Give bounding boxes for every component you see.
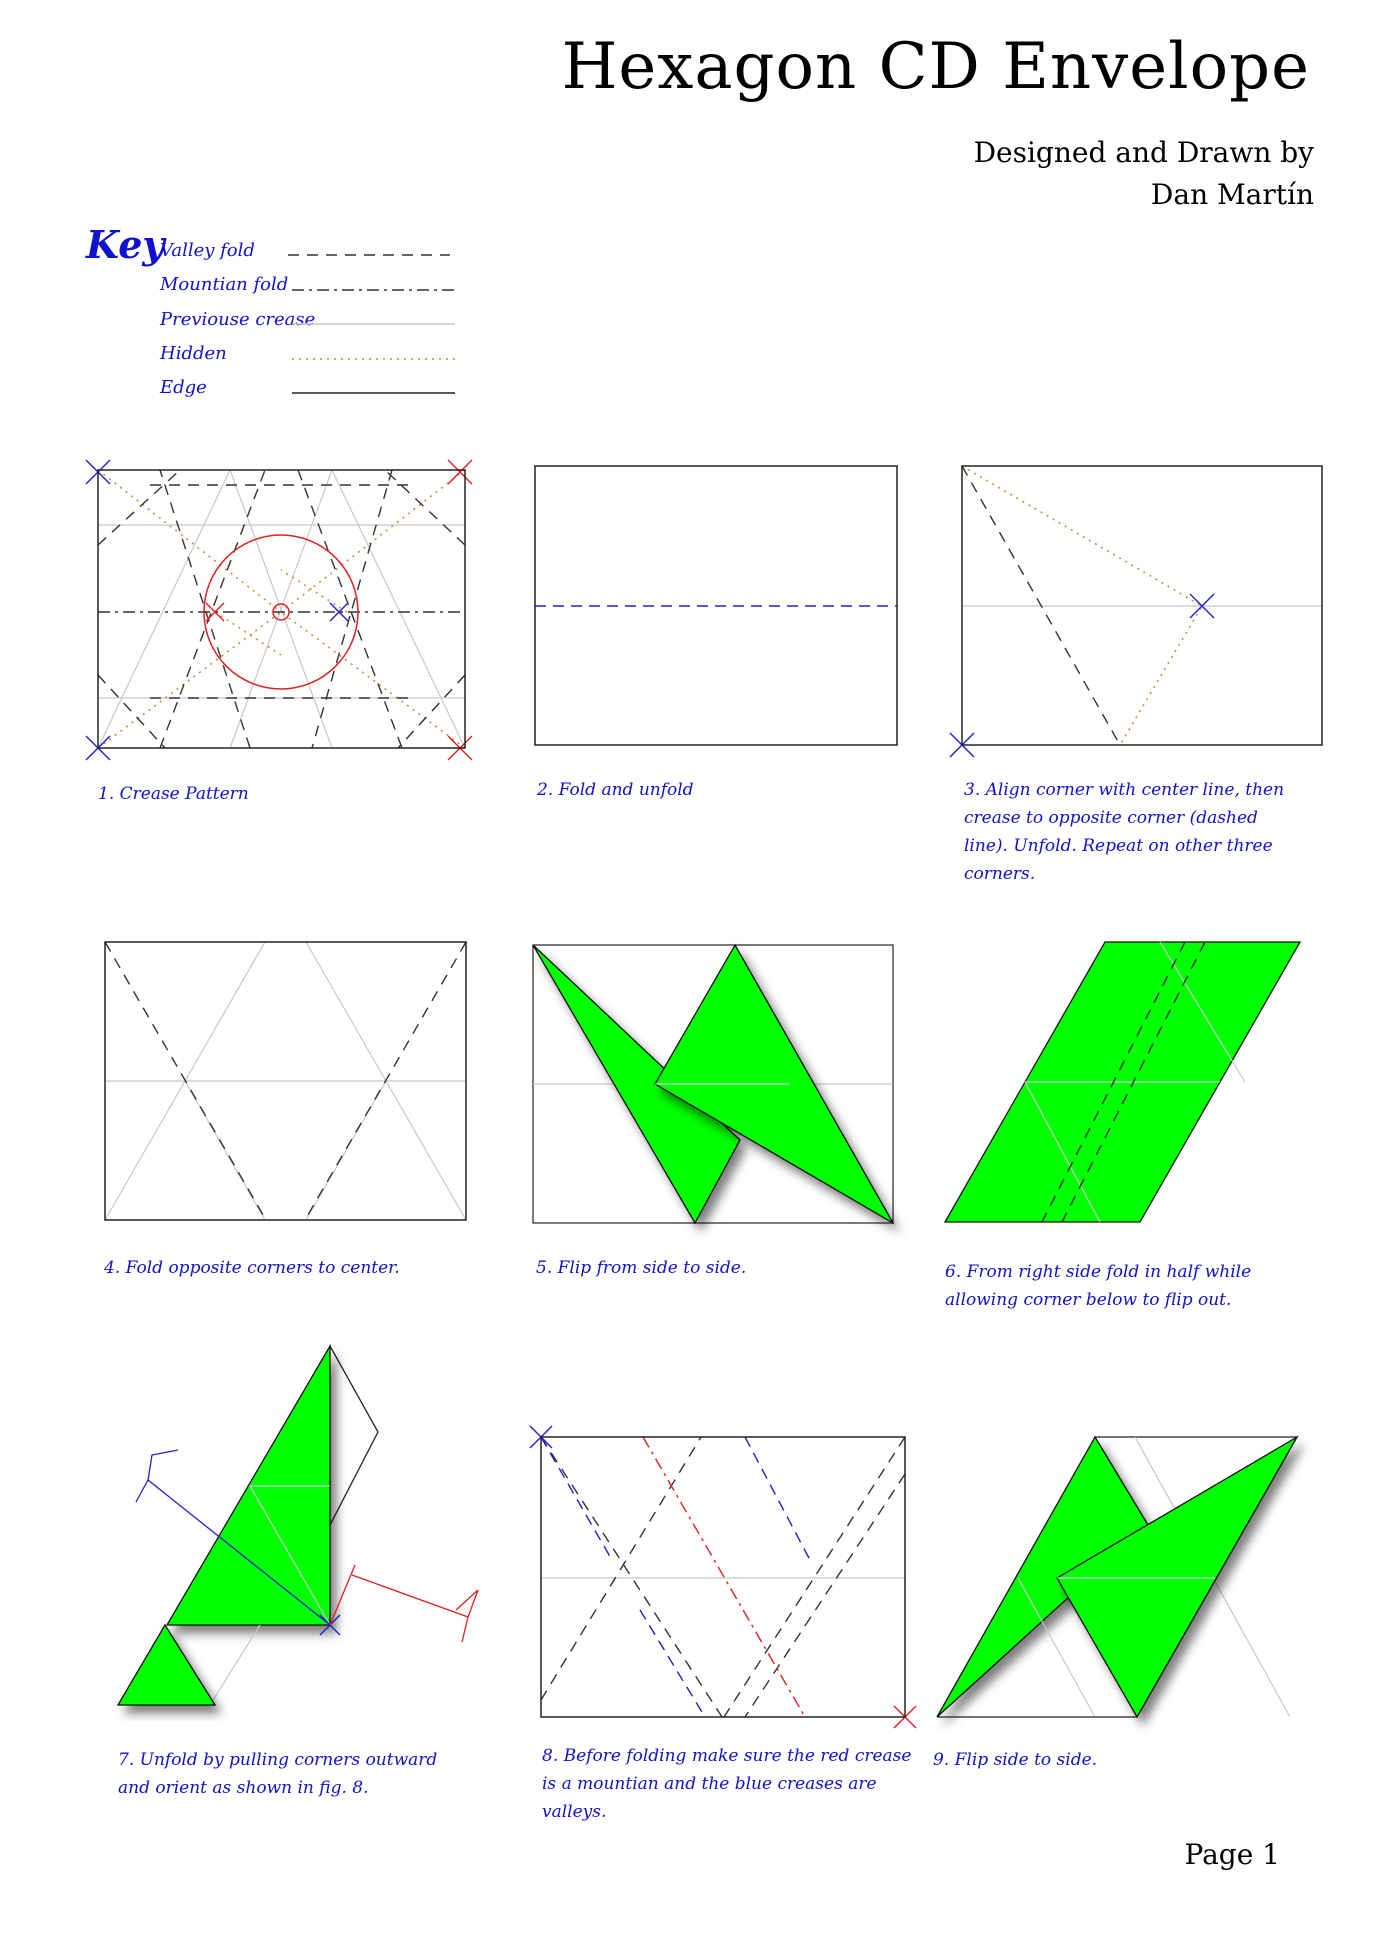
step-2-caption: 2. Fold and unfold [537,780,694,800]
step-7-diagram [118,1346,478,1705]
step-8-diagram [530,1426,916,1728]
pull-arrow-red [330,1565,478,1642]
step-7-caption: 7. Unfold by pulling corners outward and orient as shown in fig. 8. [118,1750,438,1798]
key-samples [288,255,455,393]
step-3-caption: 3. Align corner with center line, then crease to opposite corner (dashed line). Unfold. Repeat on other three corners. [964,780,1285,884]
key-title: Key [86,222,165,267]
step-2-diagram [535,466,897,745]
step-9-caption: 9. Flip side to side. [933,1750,1098,1770]
step-3-diagram [950,466,1322,757]
step-9-diagram [937,1437,1297,1717]
key-label-valley: Valley fold [160,240,255,261]
byline-author: Dan Martín [1150,178,1314,211]
step-1-diagram [86,460,472,760]
key-label-mountain: Mountian fold [160,274,289,295]
step-6-diagram [945,942,1300,1222]
step-4-diagram [105,942,466,1220]
page-number: Page 1 [1184,1838,1280,1871]
step-8-caption: 8. Before folding make sure the red crease is a mountian and the blue creases are valleys. [542,1746,912,1822]
key-label-edge: Edge [160,377,207,398]
folded-flap [118,1625,215,1705]
step-5-caption: 5. Flip from side to side. [536,1258,747,1278]
step-6-caption: 6. From right side fold in half while allowing corner below to flip out. [945,1262,1252,1310]
page-title: Hexagon CD Envelope [561,30,1310,104]
step-4-caption: 4. Fold opposite corners to center. [104,1258,400,1278]
paper-square [541,1437,905,1717]
key-label-previous: Previouse crease [160,309,316,330]
key-label-hidden: Hidden [160,343,227,364]
step-1-caption: 1. Crease Pattern [98,784,249,804]
byline-credit: Designed and Drawn by [973,136,1314,169]
step-5-diagram [533,945,893,1223]
mountain-crease-red [643,1437,805,1717]
